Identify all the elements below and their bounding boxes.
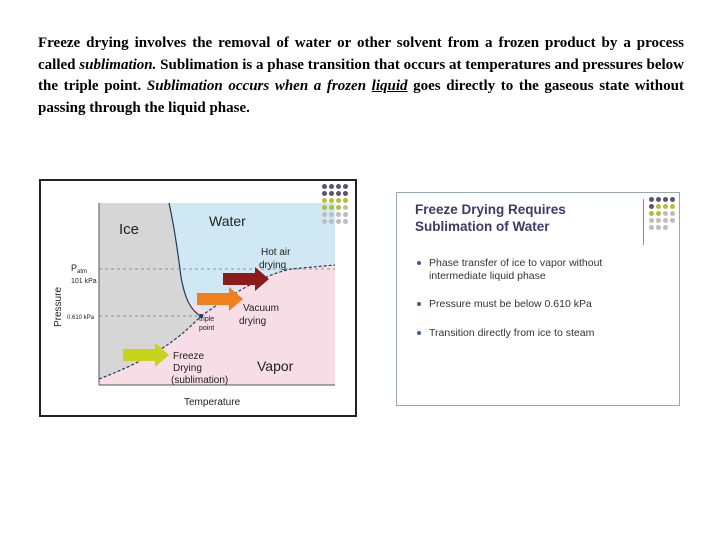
phase-diagram-svg — [41, 181, 355, 415]
dot-grid-left — [322, 184, 348, 228]
x-axis-label: Temperature — [184, 397, 241, 408]
para-text-4: goes directly to the gaseous state without passing through the liquid phase. — [38, 78, 684, 116]
para-text-2: Sublimation is a phase transition that occurs at temperatures and pressures below the triple point. — [38, 56, 685, 94]
phase-diagram — [39, 179, 357, 417]
y-axis-label: Pressure — [53, 286, 64, 327]
term-liquid: liquid — [371, 78, 408, 94]
patm-label: $P_{atm}$ — [71, 263, 88, 275]
freeze-drying-label-3: (sublimation) — [171, 375, 229, 386]
term-sublimation: sublimation. — [79, 56, 157, 73]
low-pressure-label: 0.610 kPa — [67, 315, 95, 321]
triple-point-label-1: triple — [199, 316, 215, 323]
slide-divider — [643, 199, 644, 245]
vacuum-label-1: Vacuum — [243, 303, 279, 314]
list-item: Phase transfer of ice to vapor without intermediate liquid phase — [417, 257, 657, 282]
slide-bullet-list — [417, 257, 657, 355]
list-item: Pressure must be below 0.610 kPa — [417, 298, 657, 311]
slide-title — [415, 201, 615, 235]
vapor-label: Vapor — [257, 358, 294, 374]
intro-paragraph — [38, 33, 684, 119]
dot-grid-slide — [649, 197, 675, 233]
patm-value: 101 kPa — [71, 278, 97, 285]
slide-thumbnail — [396, 192, 680, 406]
water-label: Water — [209, 213, 246, 229]
hot-air-label-2: drying — [259, 260, 287, 271]
ice-label: Ice — [119, 221, 140, 238]
freeze-drying-label-1: Freeze — [173, 351, 205, 362]
vacuum-label-2: drying — [239, 316, 267, 327]
hot-air-label-1: Hot air — [261, 247, 291, 258]
slide-title-line-1: Freeze Drying Requires — [415, 202, 566, 217]
list-item: Transition directly from ice to steam — [417, 327, 657, 340]
freeze-drying-label-2: Drying — [173, 363, 202, 374]
para-text-1: Freeze drying involves the removal of water or other solvent from a frozen product by a process called — [38, 35, 684, 73]
slide-title-line-2: Sublimation of Water — [415, 219, 550, 234]
triple-point-label-2: point — [199, 325, 215, 332]
para-text-3: Sublimation occurs when a frozen — [146, 78, 372, 94]
